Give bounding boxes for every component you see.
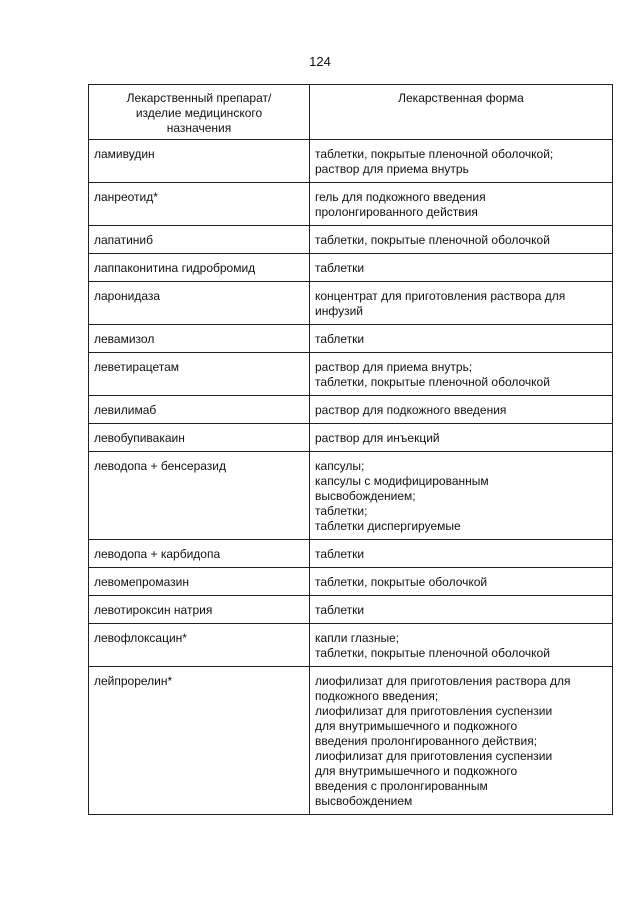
dosage-form-line: раствор для приема внутрь xyxy=(315,162,469,176)
drug-name: лаппаконитина гидробромид xyxy=(94,261,256,275)
drug-name-cell xyxy=(89,325,310,353)
dosage-form-cell xyxy=(310,540,613,568)
drug-name: левобупивакаин xyxy=(94,431,185,445)
dosage-form-cell xyxy=(310,254,613,282)
dosage-form-line: таблетки, покрытые оболочкой xyxy=(315,575,488,589)
dosage-form-line: таблетки xyxy=(315,261,365,275)
dosage-form-line: таблетки xyxy=(315,547,365,561)
header-form xyxy=(310,85,613,140)
dosage-form-line: таблетки, покрытые пленочной оболочкой; xyxy=(315,147,554,161)
dosage-form-line: пролонгированного действия xyxy=(315,205,478,219)
drug-name: левофлоксацин* xyxy=(94,631,187,645)
page-number: 124 xyxy=(309,54,331,69)
header-drug-line: Лекарственный препарат/ xyxy=(126,91,272,105)
dosage-form-line: лиофилизат для приготовления раствора для xyxy=(315,674,571,688)
dosage-form-line: капли глазные; xyxy=(315,631,400,645)
dosage-form-cell xyxy=(310,325,613,353)
drug-name: ларонидаза xyxy=(94,289,161,303)
table-body xyxy=(89,140,613,815)
dosage-form-line: лиофилизат для приготовления суспензии xyxy=(315,749,553,763)
drug-table xyxy=(88,84,613,815)
drug-name-cell xyxy=(89,183,310,226)
drug-name-cell xyxy=(89,226,310,254)
dosage-form-line: высвобождением xyxy=(315,794,413,808)
drug-name-cell xyxy=(89,254,310,282)
dosage-form-cell xyxy=(310,396,613,424)
drug-name-cell xyxy=(89,452,310,540)
dosage-form-cell xyxy=(310,568,613,596)
table-row xyxy=(89,254,613,282)
dosage-form-line: инфузий xyxy=(315,304,363,318)
header-drug-line: назначения xyxy=(166,121,232,135)
dosage-form-line: подкожного введения; xyxy=(315,689,439,703)
table-row xyxy=(89,226,613,254)
table-row xyxy=(89,282,613,325)
dosage-form-cell xyxy=(310,140,613,183)
table-row xyxy=(89,140,613,183)
dosage-form-cell xyxy=(310,353,613,396)
drug-name-cell xyxy=(89,596,310,624)
dosage-form-cell xyxy=(310,667,613,815)
dosage-form-line: для внутримышечного и подкожного xyxy=(315,764,518,778)
header-drug xyxy=(89,85,310,140)
table-header-row xyxy=(89,85,613,140)
drug-name-cell xyxy=(89,540,310,568)
table-row xyxy=(89,424,613,452)
drug-name-cell xyxy=(89,396,310,424)
drug-name: леводопа + бенсеразид xyxy=(94,459,226,473)
table-row xyxy=(89,183,613,226)
table-row xyxy=(89,353,613,396)
drug-name: леветирацетам xyxy=(94,360,180,374)
dosage-form-line: для внутримышечного и подкожного xyxy=(315,719,518,733)
dosage-form-line: гель для подкожного введения xyxy=(315,190,486,204)
dosage-form-line: раствор для инъекций xyxy=(315,431,440,445)
drug-name: лапатиниб xyxy=(94,233,153,247)
table-row xyxy=(89,667,613,815)
dosage-form-cell xyxy=(310,183,613,226)
drug-name: левомепромазин xyxy=(94,575,189,589)
drug-name: леводопа + карбидопа xyxy=(94,547,221,561)
drug-name: левилимаб xyxy=(94,403,157,417)
dosage-form-line: таблетки диспергируемые xyxy=(315,519,461,533)
header-form-line: Лекарственная форма xyxy=(398,91,524,105)
drug-name-cell xyxy=(89,424,310,452)
dosage-form-cell xyxy=(310,624,613,667)
drug-name-cell xyxy=(89,140,310,183)
dosage-form-line: таблетки xyxy=(315,603,365,617)
table-row xyxy=(89,624,613,667)
dosage-form-line: концентрат для приготовления раствора для xyxy=(315,289,566,303)
drug-name: левотироксин натрия xyxy=(94,603,213,617)
dosage-form-cell xyxy=(310,596,613,624)
dosage-form-line: капсулы с модифицированным xyxy=(315,474,489,488)
dosage-form-line: раствор для приема внутрь; xyxy=(315,360,473,374)
header-drug-line: изделие медицинского xyxy=(135,106,263,120)
dosage-form-line: высвобождением; xyxy=(315,489,416,503)
dosage-form-line: таблетки, покрытые пленочной оболочкой xyxy=(315,646,550,660)
drug-name-cell xyxy=(89,624,310,667)
dosage-form-line: раствор для подкожного введения xyxy=(315,403,507,417)
table-row xyxy=(89,396,613,424)
dosage-form-cell xyxy=(310,452,613,540)
table-row xyxy=(89,452,613,540)
table-row xyxy=(89,568,613,596)
dosage-form-line: введения с пролонгированным xyxy=(315,779,488,793)
table-row xyxy=(89,540,613,568)
table-row xyxy=(89,596,613,624)
dosage-form-line: таблетки xyxy=(315,332,365,346)
drug-name: ламивудин xyxy=(94,147,155,161)
dosage-form-line: капсулы; xyxy=(315,459,365,473)
drug-name: лейпрорелин* xyxy=(94,674,173,688)
dosage-form-line: таблетки, покрытые пленочной оболочкой xyxy=(315,233,550,247)
dosage-form-line: таблетки; xyxy=(315,504,368,518)
drug-name: ланреотид* xyxy=(94,190,158,204)
dosage-form-cell xyxy=(310,424,613,452)
dosage-form-line: лиофилизат для приготовления суспензии xyxy=(315,704,553,718)
drug-name-cell xyxy=(89,353,310,396)
dosage-form-line: таблетки, покрытые пленочной оболочкой xyxy=(315,375,550,389)
drug-name: левамизол xyxy=(94,332,155,346)
drug-name-cell xyxy=(89,568,310,596)
dosage-form-cell xyxy=(310,226,613,254)
dosage-form-cell xyxy=(310,282,613,325)
drug-name-cell xyxy=(89,667,310,815)
table-row xyxy=(89,325,613,353)
dosage-form-line: введения пролонгированного действия; xyxy=(315,734,538,748)
drug-name-cell xyxy=(89,282,310,325)
